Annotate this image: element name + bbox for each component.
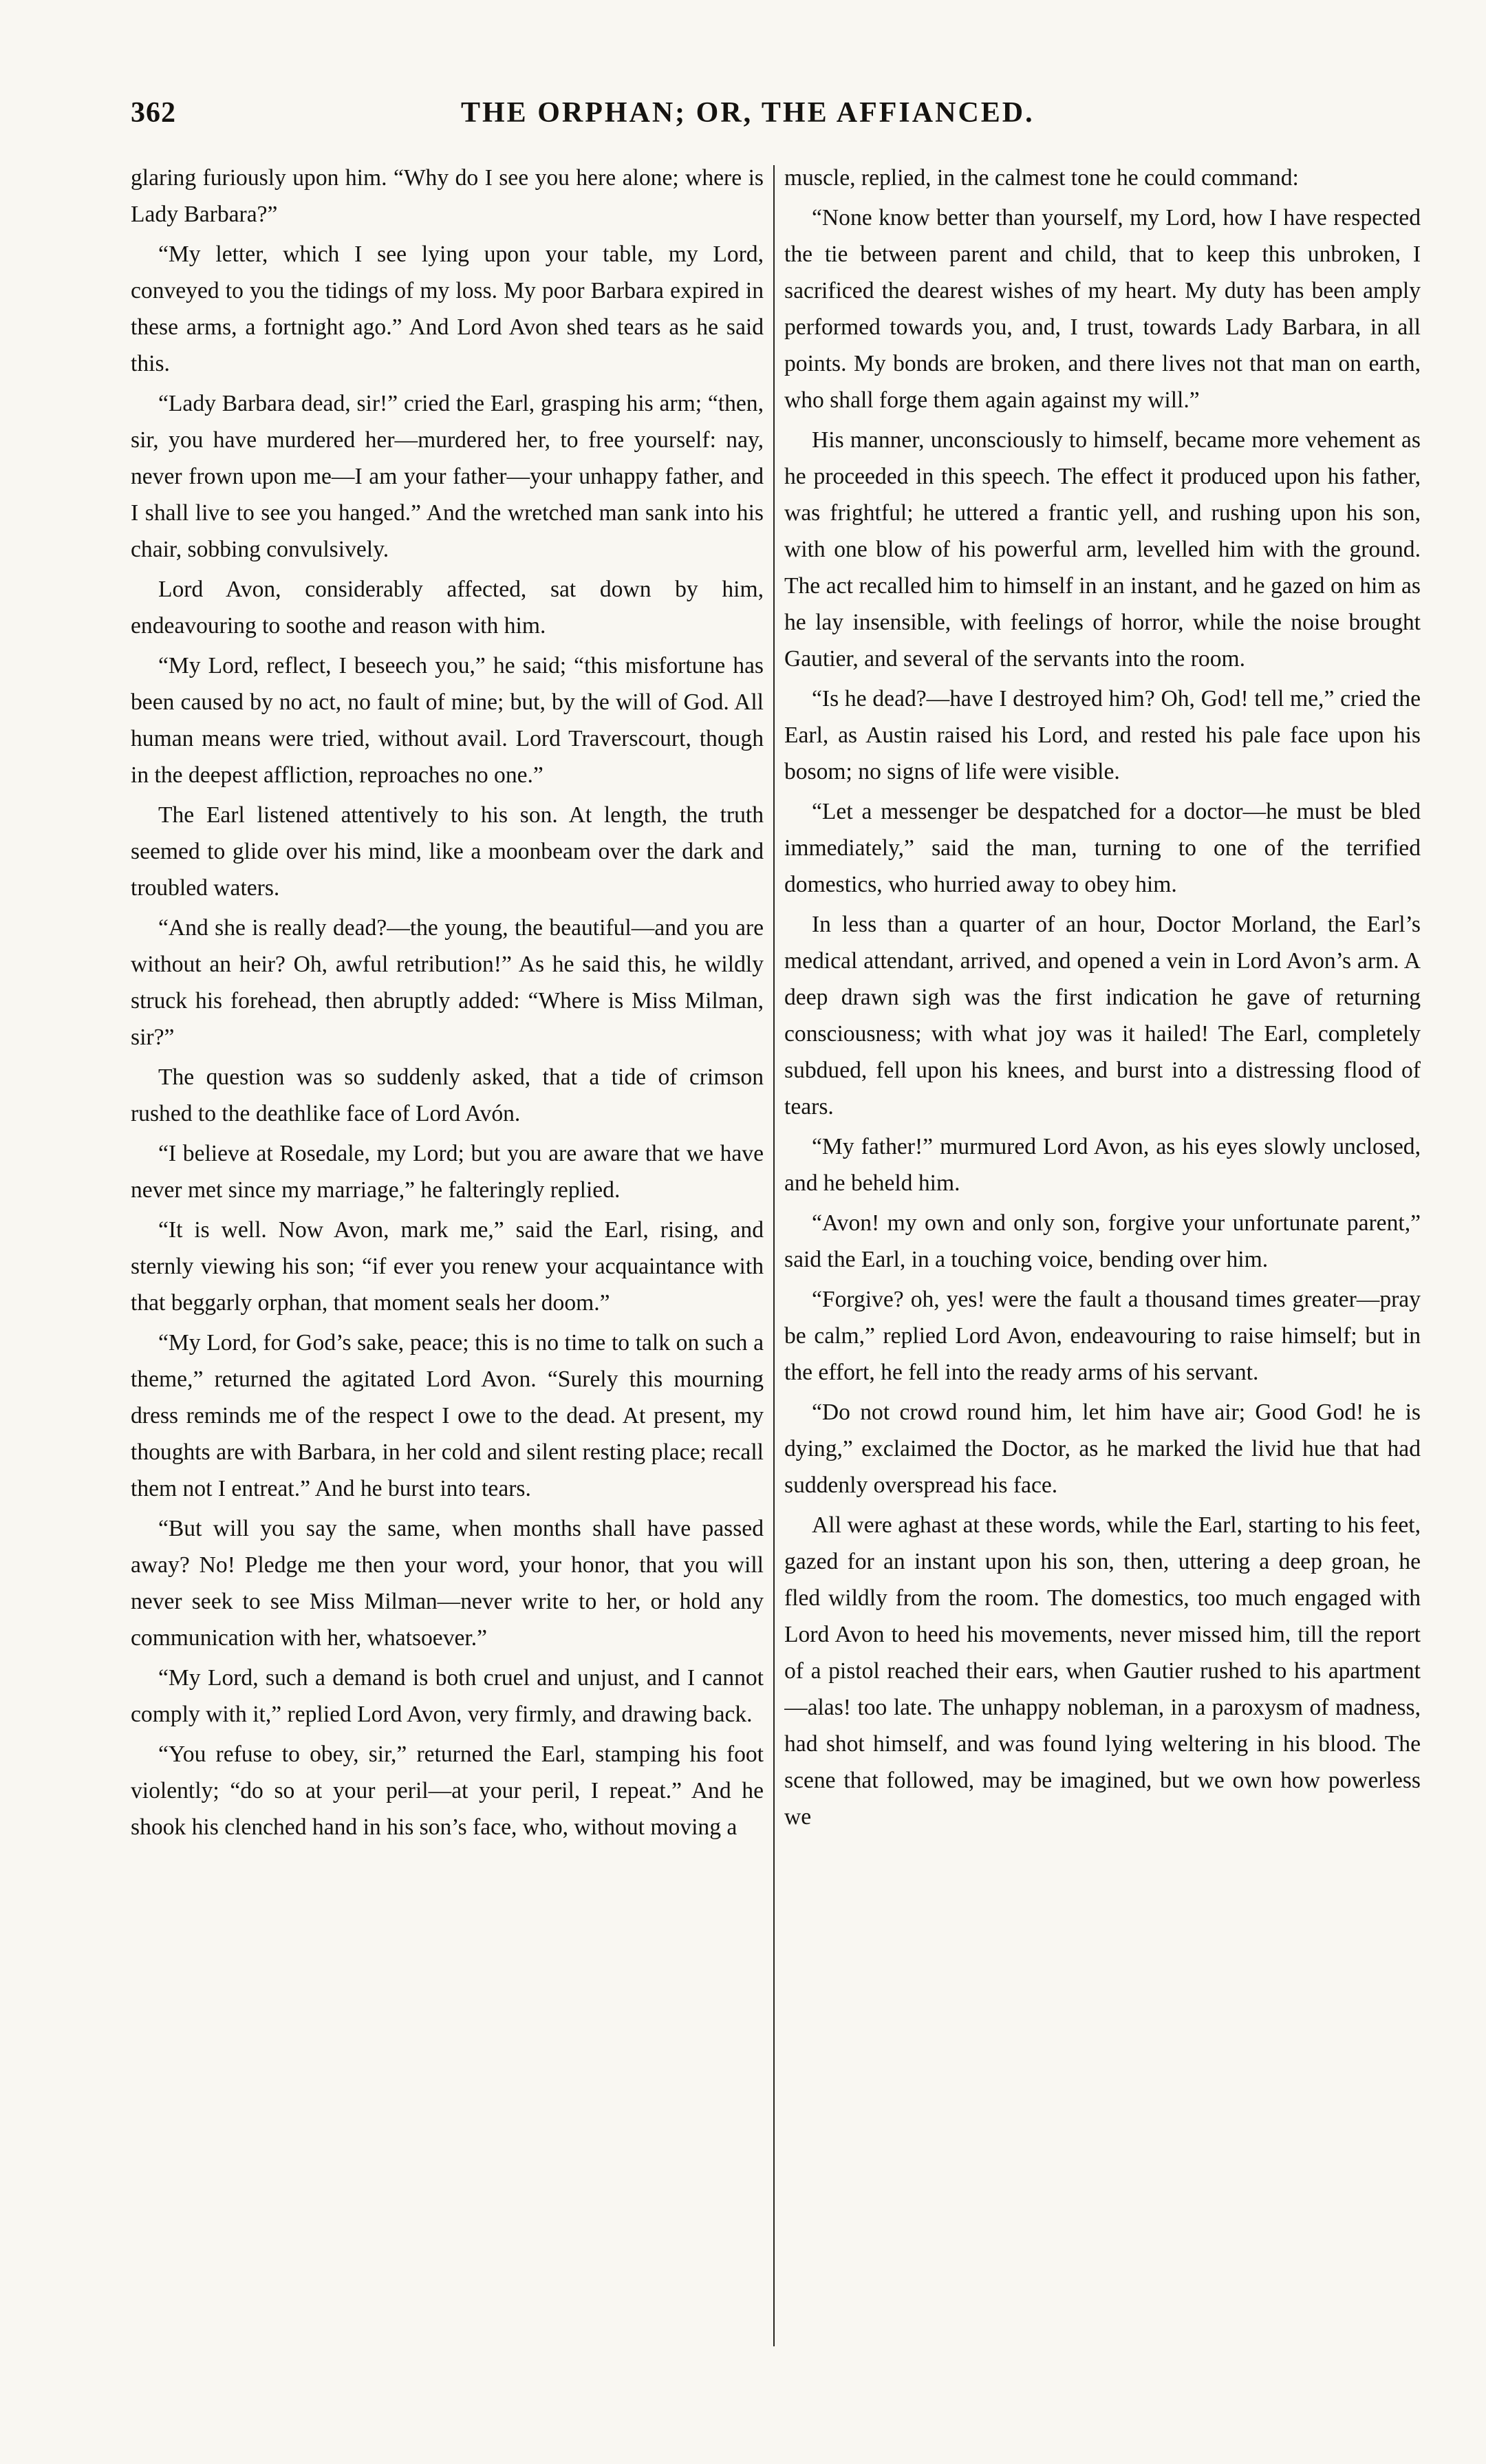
- paragraph: “You refuse to obey, sir,” returned the Earl, stamping his foot violently; “do so at your peril—at your peril, I repeat.” And he shook his clenched hand in his son’s face, who, without moving a: [131, 1742, 764, 1840]
- paragraph: “I believe at Rosedale, my Lord; but you are aware that we have never met since my marriage,” he falteringly replied.: [131, 1141, 764, 1203]
- paragraph: All were aghast at these words, while the Earl, starting to his feet, gazed for an instant upon his son, then, uttering a deep groan, he fled wildly from the room. The domestics, too much engaged with Lord Avon to heed his movements, never missed him, till the report of a pistol reached their ears, when Gautier rushed to his apartment—alas! too late. The unhappy nobleman, in a paroxysm of madness, had shot himself, and was found lying weltering in his blood. The scene that followed, may be imagined, but we own how powerless we: [784, 1512, 1421, 1830]
- paragraph: “My letter, which I see lying upon your table, my Lord, conveyed to you the tidings of my loss. My poor Barbara expired in these arms, a fortnight ago.” And Lord Avon shed tears as he said this.: [131, 242, 764, 376]
- paragraph: “Is he dead?—have I destroyed him? Oh, God! tell me,” cried the Earl, as Austin raised his Lord, and rested his pale face upon his bosom; no signs of life were visible.: [784, 686, 1421, 784]
- paragraph: “But will you say the same, when months shall have passed away? No! Pledge me then your word, your honor, that you will never seek to see Miss Milman—never write to her, or hold any communication with her, whatsoever.”: [131, 1516, 764, 1651]
- paragraph: “And she is really dead?—the young, the beautiful—and you are without an heir? Oh, awful retribution!” As he said this, he wildly struck his forehead, then abruptly added: “Where is Miss Milman, sir?”: [131, 915, 764, 1050]
- running-title: THE ORPHAN; OR, THE AFFIANCED.: [461, 97, 1035, 129]
- paragraph: muscle, replied, in the calmest tone he could command:: [784, 165, 1299, 191]
- paragraph: glaring furiously upon him. “Why do I see you here alone; where is Lady Barbara?”: [131, 165, 764, 227]
- page-number: 362: [131, 97, 176, 129]
- paragraph: The Earl listened attentively to his son. At length, the truth seemed to glide over his mind, like a moonbeam over the dark and troubled waters.: [131, 802, 764, 901]
- paragraph: The question was so suddenly asked, that a tide of crimson rushed to the deathlike face of Lord Avón.: [131, 1064, 764, 1126]
- paragraph: Lord Avon, considerably affected, sat down by him, endeavouring to soothe and reason with him.: [131, 577, 764, 639]
- left-column: [131, 160, 764, 2437]
- paragraph: “Forgive? oh, yes! were the fault a thousand times greater—pray be calm,” replied Lord Avon, endeavouring to raise himself; but in the effort, he fell into the ready arms of his servant.: [784, 1287, 1421, 1385]
- paragraph: “Let a messenger be despatched for a doctor—he must be bled immediately,” said the man, turning to one of the terrified domestics, who hurried away to obey him.: [784, 799, 1421, 897]
- paragraph: “My father!” murmured Lord Avon, as his eyes slowly unclosed, and he beheld him.: [784, 1134, 1421, 1196]
- paragraph: “My Lord, reflect, I beseech you,” he said; “this misfortune has been caused by no act, no fault of mine; but, by the will of God. All human means were tried, without avail. Lord Traverscourt, though in the deepest affliction, reproaches no one.”: [131, 653, 764, 788]
- page-header: [131, 96, 1438, 151]
- paragraph: “Do not crowd round him, let him have air; Good God! he is dying,” exclaimed the Doctor, as he marked the livid hue that had suddenly overspread his face.: [784, 1400, 1421, 1498]
- paragraph: “Avon! my own and only son, forgive your unfortunate parent,” said the Earl, in a touching voice, bending over him.: [784, 1210, 1421, 1272]
- paragraph: “My Lord, for God’s sake, peace; this is no time to talk on such a theme,” returned the agitated Lord Avon. “Surely this mourning dress reminds me of the respect I owe to the dead. At present, my thoughts are with Barbara, in her cold and silent resting place; recall them not I entreat.” And he burst into tears.: [131, 1330, 764, 1501]
- paragraph: “Lady Barbara dead, sir!” cried the Earl, grasping his arm; “then, sir, you have murdered her—murdered her, to free yourself: nay, never frown upon me—I am your father—your unhappy father, and I shall live to see you hanged.” And the wretched man sank into his chair, sobbing convulsively.: [131, 391, 764, 562]
- right-column: [784, 160, 1421, 2437]
- paragraph: “It is well. Now Avon, mark me,” said the Earl, rising, and sternly viewing his son; “if ever you renew your acquaintance with that beggarly orphan, that moment seals her doom.”: [131, 1217, 764, 1316]
- column-divider: [773, 165, 775, 2346]
- paragraph: “None know better than yourself, my Lord, how I have respected the tie between parent and child, that to keep this unbroken, I sacrificed the dearest wishes of my heart. My duty has been amply performed towards you, and, I trust, towards Lady Barbara, in all points. My bonds are broken, and there lives not that man on earth, who shall forge them again against my will.”: [784, 205, 1421, 413]
- paragraph: In less than a quarter of an hour, Doctor Morland, the Earl’s medical attendant, arrived, and opened a vein in Lord Avon’s arm. A deep drawn sigh was the first indication he gave of returning consciousness; with what joy was it hailed! The Earl, completely subdued, fell upon his knees, and burst into a distressing flood of tears.: [784, 912, 1421, 1119]
- paragraph: “My Lord, such a demand is both cruel and unjust, and I cannot comply with it,” replied Lord Avon, very firmly, and drawing back.: [131, 1665, 764, 1727]
- paragraph: His manner, unconsciously to himself, became more vehement as he proceeded in this speech. The effect it produced upon his father, was frightful; he uttered a frantic yell, and rushing upon his son, with one blow of his powerful arm, levelled him with the ground. The act recalled him to himself in an instant, and he gazed on him as he lay insensible, with feelings of horror, while the noise brought Gautier, and several of the servants into the room.: [784, 427, 1421, 672]
